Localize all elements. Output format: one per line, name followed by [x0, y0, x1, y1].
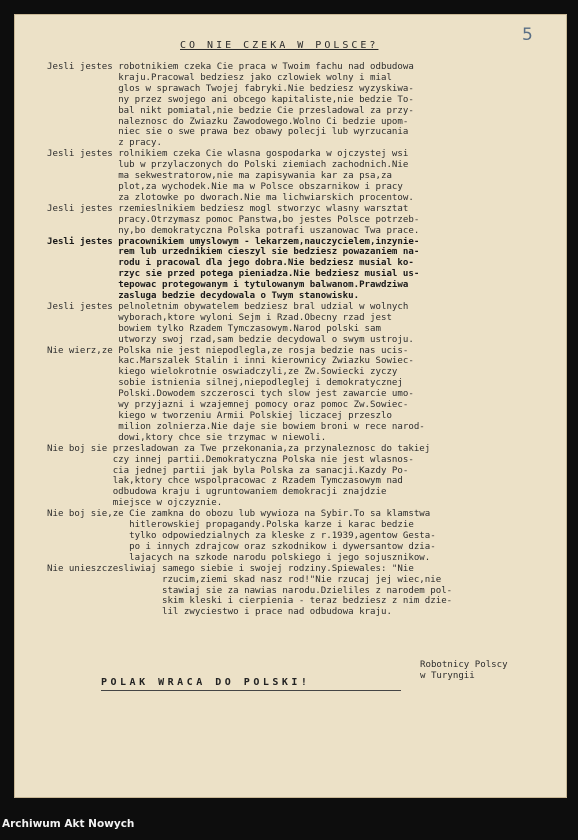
text-line: lil zwyciestwo i prace nad odbudowa kraju.: [161, 607, 392, 618]
paragraph: [47, 346, 527, 444]
paragraph-body: [162, 564, 527, 619]
text-line: pracownikiem umyslowym - lekarzem,nauczycielem,inzynie-: [118, 236, 420, 247]
paragraph: [47, 509, 527, 564]
text-line: kiego w tworzeniu Armii Polskiej liczacej przeszlo: [118, 411, 392, 421]
signature-line: Robotnicy Polscy: [420, 660, 508, 670]
paragraph-body: [113, 444, 527, 509]
page-number: 5: [522, 25, 533, 45]
paragraph: [47, 204, 527, 237]
paragraph-body: [129, 509, 527, 564]
paragraph-body: [118, 346, 527, 444]
paragraph-body: [118, 62, 527, 149]
paragraph-lead: Nie boj sie,ze: [47, 509, 130, 520]
paragraph-lead: Nie unieszczesliwiaj: [47, 563, 162, 574]
text-line: pelnoletnim obywatelem bedziesz bral udzial w wolnych: [118, 301, 409, 312]
text-line: bowiem tylko Rzadem Tymczasowym.Narod polski sam: [118, 323, 381, 334]
paragraph-lead: Jesli jestes: [47, 149, 119, 160]
text-line: tepowac protegowanym i tytulowanym balwanom.Prawdziwa: [118, 280, 409, 291]
document-title: CO NIE CZEKA W POLSCE?: [180, 40, 379, 51]
text-line: ny przez swojego ani obcego kapitaliste,nie bedzie To-: [118, 94, 414, 105]
text-line: samego siebie i swojej rodziny.Spiewales: "Nie: [161, 563, 414, 574]
text-line: rzucim,ziemi skad nasz rod!"Nie rzucaj jej wiec,nie: [161, 574, 442, 585]
paragraph-body: [118, 149, 527, 204]
text-line: rzemieslnikiem bedziesz mogl stworzyc wlasny warsztat: [118, 203, 409, 214]
text-line: lak,ktory chce wspolpracowac z Rzadem Tymczasowym nad: [112, 476, 403, 487]
paragraph-lead: Jesli jestes: [47, 236, 119, 247]
text-line: robotnikiem czeka Cie praca w Twoim fachu nad odbudowa: [118, 62, 414, 72]
text-line: glos w sprawach Twojej fabryki.Nie bedziesz wyzyskiwa-: [118, 83, 414, 94]
text-line: wy przyjazni i wzajemnej pomocy oraz pomoc Zw.Sowiec-: [118, 400, 409, 411]
slogan: POLAK WRACA DO POLSKI!: [101, 677, 311, 688]
archive-footer: Archiwum Akt Nowych: [2, 818, 135, 830]
text-line: kac.Marszalek Stalin i inni kierownicy Zwiazku Sowiec-: [118, 356, 414, 367]
text-line: miejsce w ojczyznie.: [112, 498, 223, 509]
signature-block: [420, 660, 508, 682]
text-line: cia jednej partii jak byla Polska za sanacji.Kazdy Po-: [112, 465, 409, 476]
text-line: rodu i pracowal dla jego dobra.Nie bedziesz musial ko-: [118, 258, 414, 269]
text-line: czy innej partii.Demokratyczna Polska nie jest wlasnos-: [112, 454, 414, 465]
text-line: Polski.Dowodem szczerosci tych slow jest zawarcie umo-: [118, 389, 414, 400]
text-line: stawiaj sie za nawias narodu.Dzieliles z narodem pol-: [161, 585, 453, 596]
paragraph: [47, 302, 527, 346]
paragraph-lead: Jesli jestes: [47, 301, 119, 312]
text-line: pracy.Otrzymasz pomoc Panstwa,bo jestes Polsce potrzeb-: [118, 214, 420, 225]
text-line: ny,bo demokratyczna Polska potrafi uszanowac Twa prace.: [118, 225, 420, 236]
text-line: dowi,ktory chce sie trzymac w niewoli.: [118, 432, 327, 443]
text-line: lajacych na szkode narodu polskiego i jego sojusznikow.: [129, 552, 431, 563]
paragraph: [47, 237, 527, 302]
text-line: niec sie o swe prawa bez obawy polecji lub wyrzucania: [118, 127, 409, 138]
text-line: rolnikiem czeka Cie wlasna gospodarka w ojczystej wsi: [118, 149, 409, 160]
paragraph: [47, 564, 527, 619]
text-line: naleznosc do Zwiazku Zawodowego.Wolno Ci bedzie upom-: [118, 116, 409, 127]
paragraph-lead: Nie boj sie: [47, 443, 113, 454]
text-line: hitlerowskiej propagandy.Polska karze i karac bedzie: [129, 520, 414, 531]
paragraph-body: [118, 237, 527, 302]
paragraph: [47, 149, 527, 204]
paragraph: [47, 444, 527, 509]
text-line: po i innych zdrajcow oraz szkodnikow i dywersantow dzia-: [129, 541, 436, 552]
paragraph-lead: Jesli jestes: [47, 62, 119, 72]
text-line: za zlotowke po dworach.Nie ma lichwiarskich procentow.: [118, 192, 414, 203]
paragraph-lead: Nie wierz,ze: [47, 345, 119, 356]
paragraph-body: [118, 302, 527, 346]
text-line: wyborach,ktore wyloni Sejm i Rzad.Obecny rzad jest: [118, 312, 392, 323]
text-line: kiego wielokrotnie oswiadczyli,ze Zw.Sowiecki zyczy: [118, 367, 398, 378]
text-line: ma sekwestratorow,nie ma zapisywania kar za psa,za: [118, 171, 392, 182]
paragraph: [47, 62, 527, 149]
paragraph-body: [118, 204, 527, 237]
text-line: rzyc sie przed potega pieniadza.Nie bedziesz musial us-: [118, 269, 420, 280]
text-line: Polska nie jest niepodlegla,ze rosja bedzie nas ucis-: [118, 345, 409, 356]
text-line: rem lub urzednikiem cieszyl sie bedziesz powazaniem na-: [118, 247, 420, 258]
paragraph-lead: Jesli jestes: [47, 203, 119, 214]
text-line: przesladowan za Twe przekonania,za przynaleznosc do takiej: [112, 443, 431, 454]
text-line: tylko odpowiedzialnych za kleske z r.1939,agentow Gesta-: [129, 530, 436, 541]
text-line: kraju.Pracowal bedziesz jako czlowiek wolny i mial: [118, 72, 392, 83]
text-line: utworzy swoj rzad,sam bedzie decydowal o swym ustroju.: [118, 334, 414, 345]
document-body: [47, 62, 527, 618]
text-line: skim kleski i cierpienia - teraz bedziesz z nim dzie-: [161, 596, 453, 607]
signature-line: w Turyngii: [420, 671, 475, 681]
text-line: z pracy.: [118, 138, 162, 149]
text-line: lub w przylaczonych do Polski ziemiach zachodnich.Nie: [118, 160, 409, 171]
text-line: sobie istnienia silnej,niepodleglej i demokratycznej: [118, 378, 403, 389]
slogan-underline: [101, 690, 401, 691]
text-line: milion zolnierza.Nie daje sie bowiem broni w rece narod-: [118, 421, 425, 432]
text-line: bal nikt pomiatal,nie bedzie Cie przesladowal za przy-: [118, 105, 414, 116]
text-line: plot,za wychodek.Nie ma w Polsce obszarnikow i pracy: [118, 181, 403, 192]
text-line: Cie zamkna do obozu lub wywioza na Sybir.To sa klamstwa: [129, 509, 431, 520]
text-line: odbudowa kraju i ugruntowaniem demokracji znajdzie: [112, 487, 387, 498]
text-line: zasluga bedzie decydowala o Twym stanowisku.: [118, 291, 360, 302]
